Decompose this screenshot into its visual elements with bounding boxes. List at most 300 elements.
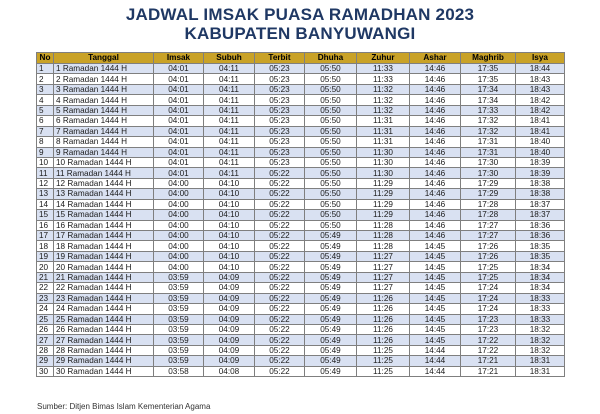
table-row (37, 137, 565, 147)
cell-maghrib: 17:28 (461, 210, 516, 220)
cell-dhuha: 05:49 (305, 366, 357, 376)
cell-ashar: 14:44 (410, 366, 461, 376)
cell-tanggal: 18 Ramadan 1444 H (54, 241, 154, 251)
cell-no: 19 (37, 251, 54, 261)
cell-subuh: 04:10 (204, 199, 255, 209)
cell-tanggal: 10 Ramadan 1444 H (54, 157, 154, 167)
cell-no: 30 (37, 366, 54, 376)
cell-subuh: 04:09 (204, 345, 255, 355)
cell-maghrib: 17:27 (461, 220, 516, 230)
cell-maghrib: 17:27 (461, 231, 516, 241)
cell-dhuha: 05:50 (305, 137, 357, 147)
cell-ashar: 14:44 (410, 356, 461, 366)
cell-tanggal: 6 Ramadan 1444 H (54, 116, 154, 126)
cell-imsak: 04:01 (154, 84, 204, 94)
cell-terbit: 05:22 (255, 283, 305, 293)
cell-terbit: 05:22 (255, 304, 305, 314)
cell-ashar: 14:46 (410, 84, 461, 94)
cell-zuhur: 11:31 (357, 126, 410, 136)
cell-isya: 18:34 (516, 283, 565, 293)
cell-tanggal: 22 Ramadan 1444 H (54, 283, 154, 293)
cell-imsak: 04:01 (154, 64, 204, 74)
cell-no: 22 (37, 283, 54, 293)
cell-isya: 18:31 (516, 356, 565, 366)
cell-no: 27 (37, 335, 54, 345)
cell-dhuha: 05:50 (305, 168, 357, 178)
cell-terbit: 05:22 (255, 178, 305, 188)
cell-terbit: 05:22 (255, 189, 305, 199)
cell-imsak: 04:01 (154, 126, 204, 136)
cell-subuh: 04:09 (204, 283, 255, 293)
cell-maghrib: 17:22 (461, 345, 516, 355)
table-row (37, 304, 565, 314)
table-row (37, 262, 565, 272)
cell-subuh: 04:09 (204, 356, 255, 366)
table-row (37, 220, 565, 230)
column-header-tanggal: Tanggal (54, 53, 154, 64)
table-row (37, 74, 565, 84)
page-subtitle: KABUPATEN BANYUWANGI (184, 24, 416, 43)
cell-isya: 18:38 (516, 178, 565, 188)
cell-subuh: 04:08 (204, 366, 255, 376)
cell-subuh: 04:10 (204, 231, 255, 241)
cell-ashar: 14:46 (410, 137, 461, 147)
table-row (37, 356, 565, 366)
cell-imsak: 03:59 (154, 345, 204, 355)
cell-imsak: 04:00 (154, 262, 204, 272)
cell-isya: 18:37 (516, 199, 565, 209)
cell-ashar: 14:46 (410, 64, 461, 74)
cell-dhuha: 05:50 (305, 126, 357, 136)
cell-tanggal: 13 Ramadan 1444 H (54, 189, 154, 199)
cell-terbit: 05:22 (255, 335, 305, 345)
cell-zuhur: 11:27 (357, 251, 410, 261)
table-row (37, 210, 565, 220)
cell-dhuha: 05:49 (305, 241, 357, 251)
table-row (37, 251, 565, 261)
table-row (37, 64, 565, 74)
cell-tanggal: 14 Ramadan 1444 H (54, 199, 154, 209)
cell-imsak: 03:59 (154, 272, 204, 282)
cell-maghrib: 17:25 (461, 272, 516, 282)
cell-isya: 18:40 (516, 147, 565, 157)
cell-zuhur: 11:25 (357, 345, 410, 355)
source-note: Sumber: Ditjen Bimas Islam Kementerian Agama (37, 402, 211, 411)
cell-zuhur: 11:32 (357, 105, 410, 115)
column-header-dhuha: Dhuha (305, 53, 357, 64)
table-row (37, 283, 565, 293)
cell-no: 20 (37, 262, 54, 272)
cell-zuhur: 11:30 (357, 168, 410, 178)
cell-ashar: 14:46 (410, 168, 461, 178)
cell-maghrib: 17:34 (461, 95, 516, 105)
cell-no: 2 (37, 74, 54, 84)
cell-subuh: 04:10 (204, 262, 255, 272)
cell-isya: 18:33 (516, 293, 565, 303)
cell-maghrib: 17:25 (461, 262, 516, 272)
cell-terbit: 05:22 (255, 251, 305, 261)
cell-ashar: 14:45 (410, 335, 461, 345)
cell-isya: 18:34 (516, 262, 565, 272)
cell-imsak: 04:00 (154, 231, 204, 241)
cell-zuhur: 11:33 (357, 64, 410, 74)
cell-subuh: 04:09 (204, 304, 255, 314)
cell-tanggal: 25 Ramadan 1444 H (54, 314, 154, 324)
cell-dhuha: 05:50 (305, 157, 357, 167)
cell-tanggal: 28 Ramadan 1444 H (54, 345, 154, 355)
cell-subuh: 04:10 (204, 220, 255, 230)
cell-ashar: 14:45 (410, 283, 461, 293)
cell-ashar: 14:46 (410, 189, 461, 199)
cell-no: 1 (37, 64, 54, 74)
cell-ashar: 14:46 (410, 74, 461, 84)
cell-dhuha: 05:49 (305, 231, 357, 241)
cell-dhuha: 05:50 (305, 116, 357, 126)
cell-imsak: 03:59 (154, 293, 204, 303)
cell-isya: 18:33 (516, 304, 565, 314)
cell-zuhur: 11:27 (357, 283, 410, 293)
cell-subuh: 04:09 (204, 335, 255, 345)
cell-zuhur: 11:29 (357, 210, 410, 220)
cell-imsak: 04:00 (154, 189, 204, 199)
cell-subuh: 04:09 (204, 293, 255, 303)
cell-isya: 18:32 (516, 335, 565, 345)
table-row (37, 178, 565, 188)
table-row (37, 241, 565, 251)
cell-subuh: 04:11 (204, 105, 255, 115)
cell-subuh: 04:10 (204, 210, 255, 220)
cell-tanggal: 9 Ramadan 1444 H (54, 147, 154, 157)
cell-imsak: 03:59 (154, 304, 204, 314)
cell-no: 25 (37, 314, 54, 324)
table-body (37, 64, 565, 377)
cell-imsak: 04:00 (154, 251, 204, 261)
cell-no: 7 (37, 126, 54, 136)
cell-imsak: 04:01 (154, 168, 204, 178)
cell-zuhur: 11:29 (357, 199, 410, 209)
cell-isya: 18:36 (516, 220, 565, 230)
cell-zuhur: 11:26 (357, 335, 410, 345)
cell-zuhur: 11:30 (357, 147, 410, 157)
cell-no: 15 (37, 210, 54, 220)
cell-no: 18 (37, 241, 54, 251)
cell-tanggal: 21 Ramadan 1444 H (54, 272, 154, 282)
cell-dhuha: 05:49 (305, 314, 357, 324)
cell-no: 26 (37, 324, 54, 334)
cell-maghrib: 17:35 (461, 64, 516, 74)
table-row (37, 314, 565, 324)
cell-dhuha: 05:50 (305, 220, 357, 230)
cell-terbit: 05:22 (255, 210, 305, 220)
cell-no: 28 (37, 345, 54, 355)
cell-dhuha: 05:49 (305, 262, 357, 272)
cell-no: 9 (37, 147, 54, 157)
cell-terbit: 05:22 (255, 293, 305, 303)
cell-dhuha: 05:50 (305, 178, 357, 188)
cell-maghrib: 17:28 (461, 199, 516, 209)
cell-no: 29 (37, 356, 54, 366)
cell-maghrib: 17:26 (461, 241, 516, 251)
cell-no: 13 (37, 189, 54, 199)
cell-isya: 18:36 (516, 231, 565, 241)
cell-zuhur: 11:29 (357, 178, 410, 188)
cell-maghrib: 17:29 (461, 189, 516, 199)
cell-dhuha: 05:50 (305, 95, 357, 105)
cell-ashar: 14:46 (410, 210, 461, 220)
table-row (37, 345, 565, 355)
cell-terbit: 05:23 (255, 147, 305, 157)
cell-tanggal: 17 Ramadan 1444 H (54, 231, 154, 241)
cell-subuh: 04:11 (204, 84, 255, 94)
cell-isya: 18:43 (516, 84, 565, 94)
cell-zuhur: 11:32 (357, 84, 410, 94)
cell-imsak: 04:00 (154, 241, 204, 251)
cell-tanggal: 19 Ramadan 1444 H (54, 251, 154, 261)
cell-zuhur: 11:32 (357, 95, 410, 105)
cell-maghrib: 17:34 (461, 84, 516, 94)
cell-isya: 18:39 (516, 157, 565, 167)
cell-terbit: 05:22 (255, 168, 305, 178)
cell-zuhur: 11:31 (357, 116, 410, 126)
schedule-table (36, 52, 565, 377)
cell-ashar: 14:45 (410, 324, 461, 334)
cell-no: 24 (37, 304, 54, 314)
cell-tanggal: 16 Ramadan 1444 H (54, 220, 154, 230)
cell-isya: 18:33 (516, 314, 565, 324)
cell-maghrib: 17:23 (461, 324, 516, 334)
cell-tanggal: 5 Ramadan 1444 H (54, 105, 154, 115)
table-row (37, 231, 565, 241)
cell-ashar: 14:46 (410, 199, 461, 209)
table-row (37, 168, 565, 178)
cell-subuh: 04:10 (204, 189, 255, 199)
cell-maghrib: 17:24 (461, 304, 516, 314)
table-row (37, 105, 565, 115)
cell-terbit: 05:22 (255, 314, 305, 324)
cell-imsak: 04:00 (154, 199, 204, 209)
cell-terbit: 05:23 (255, 137, 305, 147)
cell-subuh: 04:11 (204, 116, 255, 126)
cell-subuh: 04:11 (204, 126, 255, 136)
page-title: JADWAL IMSAK PUASA RAMADHAN 2023 (125, 5, 475, 24)
cell-terbit: 05:22 (255, 231, 305, 241)
cell-ashar: 14:44 (410, 345, 461, 355)
cell-dhuha: 05:49 (305, 345, 357, 355)
cell-no: 23 (37, 293, 54, 303)
cell-terbit: 05:22 (255, 241, 305, 251)
cell-dhuha: 05:50 (305, 105, 357, 115)
cell-subuh: 04:09 (204, 272, 255, 282)
cell-maghrib: 17:31 (461, 137, 516, 147)
cell-maghrib: 17:23 (461, 314, 516, 324)
cell-no: 5 (37, 105, 54, 115)
cell-maghrib: 17:22 (461, 335, 516, 345)
cell-imsak: 03:58 (154, 366, 204, 376)
table-row (37, 272, 565, 282)
cell-dhuha: 05:49 (305, 251, 357, 261)
cell-subuh: 04:11 (204, 137, 255, 147)
cell-maghrib: 17:32 (461, 116, 516, 126)
table-row (37, 366, 565, 376)
cell-imsak: 03:59 (154, 335, 204, 345)
cell-zuhur: 11:25 (357, 366, 410, 376)
cell-tanggal: 26 Ramadan 1444 H (54, 324, 154, 334)
cell-dhuha: 05:50 (305, 147, 357, 157)
table-row (37, 157, 565, 167)
cell-tanggal: 20 Ramadan 1444 H (54, 262, 154, 272)
cell-ashar: 14:46 (410, 157, 461, 167)
cell-tanggal: 4 Ramadan 1444 H (54, 95, 154, 105)
cell-no: 12 (37, 178, 54, 188)
cell-tanggal: 30 Ramadan 1444 H (54, 366, 154, 376)
cell-isya: 18:31 (516, 366, 565, 376)
cell-terbit: 05:23 (255, 64, 305, 74)
cell-terbit: 05:23 (255, 157, 305, 167)
cell-isya: 18:41 (516, 116, 565, 126)
cell-terbit: 05:22 (255, 324, 305, 334)
cell-imsak: 04:00 (154, 220, 204, 230)
cell-zuhur: 11:26 (357, 314, 410, 324)
cell-no: 10 (37, 157, 54, 167)
cell-tanggal: 2 Ramadan 1444 H (54, 74, 154, 84)
cell-maghrib: 17:26 (461, 251, 516, 261)
table-row (37, 293, 565, 303)
cell-ashar: 14:45 (410, 272, 461, 282)
cell-dhuha: 05:49 (305, 283, 357, 293)
cell-no: 11 (37, 168, 54, 178)
cell-ashar: 14:46 (410, 105, 461, 115)
cell-dhuha: 05:50 (305, 210, 357, 220)
cell-ashar: 14:45 (410, 262, 461, 272)
cell-imsak: 03:59 (154, 283, 204, 293)
cell-dhuha: 05:49 (305, 272, 357, 282)
cell-ashar: 14:45 (410, 293, 461, 303)
table-row (37, 199, 565, 209)
cell-subuh: 04:11 (204, 147, 255, 157)
cell-tanggal: 29 Ramadan 1444 H (54, 356, 154, 366)
cell-imsak: 04:01 (154, 74, 204, 84)
cell-tanggal: 1 Ramadan 1444 H (54, 64, 154, 74)
cell-isya: 18:35 (516, 251, 565, 261)
cell-imsak: 04:01 (154, 116, 204, 126)
cell-isya: 18:32 (516, 345, 565, 355)
cell-ashar: 14:46 (410, 220, 461, 230)
cell-tanggal: 7 Ramadan 1444 H (54, 126, 154, 136)
table-row (37, 189, 565, 199)
cell-subuh: 04:09 (204, 314, 255, 324)
cell-isya: 18:42 (516, 105, 565, 115)
column-header-maghrib: Maghrib (461, 53, 516, 64)
cell-isya: 18:42 (516, 95, 565, 105)
cell-maghrib: 17:30 (461, 168, 516, 178)
cell-terbit: 05:23 (255, 105, 305, 115)
cell-ashar: 14:45 (410, 251, 461, 261)
cell-imsak: 04:00 (154, 178, 204, 188)
cell-terbit: 05:23 (255, 116, 305, 126)
cell-imsak: 04:00 (154, 210, 204, 220)
cell-isya: 18:38 (516, 189, 565, 199)
column-header-subuh: Subuh (204, 53, 255, 64)
cell-imsak: 04:01 (154, 105, 204, 115)
cell-terbit: 05:22 (255, 356, 305, 366)
cell-tanggal: 3 Ramadan 1444 H (54, 84, 154, 94)
cell-maghrib: 17:32 (461, 126, 516, 136)
table-row (37, 324, 565, 334)
table-row (37, 335, 565, 345)
cell-zuhur: 11:30 (357, 157, 410, 167)
cell-zuhur: 11:25 (357, 356, 410, 366)
cell-isya: 18:35 (516, 241, 565, 251)
cell-imsak: 04:01 (154, 137, 204, 147)
column-header-zuhur: Zuhur (357, 53, 410, 64)
cell-tanggal: 23 Ramadan 1444 H (54, 293, 154, 303)
cell-imsak: 04:01 (154, 147, 204, 157)
cell-ashar: 14:46 (410, 95, 461, 105)
cell-isya: 18:32 (516, 324, 565, 334)
cell-terbit: 05:23 (255, 74, 305, 84)
cell-ashar: 14:45 (410, 314, 461, 324)
cell-ashar: 14:46 (410, 147, 461, 157)
cell-terbit: 05:22 (255, 366, 305, 376)
cell-dhuha: 05:50 (305, 64, 357, 74)
cell-maghrib: 17:29 (461, 178, 516, 188)
cell-no: 17 (37, 231, 54, 241)
cell-imsak: 04:01 (154, 95, 204, 105)
cell-subuh: 04:11 (204, 95, 255, 105)
cell-ashar: 14:45 (410, 241, 461, 251)
cell-no: 3 (37, 84, 54, 94)
column-header-ashar: Ashar (410, 53, 461, 64)
cell-no: 6 (37, 116, 54, 126)
cell-terbit: 05:22 (255, 262, 305, 272)
cell-dhuha: 05:49 (305, 324, 357, 334)
cell-zuhur: 11:28 (357, 241, 410, 251)
cell-no: 8 (37, 137, 54, 147)
cell-tanggal: 27 Ramadan 1444 H (54, 335, 154, 345)
cell-subuh: 04:10 (204, 178, 255, 188)
cell-ashar: 14:45 (410, 304, 461, 314)
cell-dhuha: 05:50 (305, 74, 357, 84)
cell-tanggal: 11 Ramadan 1444 H (54, 168, 154, 178)
cell-maghrib: 17:21 (461, 356, 516, 366)
cell-maghrib: 17:24 (461, 293, 516, 303)
column-header-no: No (37, 53, 54, 64)
column-header-imsak: Imsak (154, 53, 204, 64)
cell-maghrib: 17:21 (461, 366, 516, 376)
cell-terbit: 05:22 (255, 345, 305, 355)
cell-dhuha: 05:49 (305, 356, 357, 366)
cell-tanggal: 24 Ramadan 1444 H (54, 304, 154, 314)
cell-imsak: 04:01 (154, 157, 204, 167)
cell-zuhur: 11:26 (357, 293, 410, 303)
cell-isya: 18:44 (516, 64, 565, 74)
table-header-row (37, 53, 565, 64)
cell-subuh: 04:11 (204, 157, 255, 167)
column-header-terbit: Terbit (255, 53, 305, 64)
cell-isya: 18:37 (516, 210, 565, 220)
cell-isya: 18:41 (516, 126, 565, 136)
cell-zuhur: 11:31 (357, 137, 410, 147)
cell-zuhur: 11:29 (357, 189, 410, 199)
cell-no: 16 (37, 220, 54, 230)
cell-zuhur: 11:28 (357, 220, 410, 230)
cell-zuhur: 11:26 (357, 324, 410, 334)
table-row (37, 116, 565, 126)
cell-zuhur: 11:33 (357, 74, 410, 84)
cell-no: 21 (37, 272, 54, 282)
cell-tanggal: 12 Ramadan 1444 H (54, 178, 154, 188)
cell-no: 14 (37, 199, 54, 209)
